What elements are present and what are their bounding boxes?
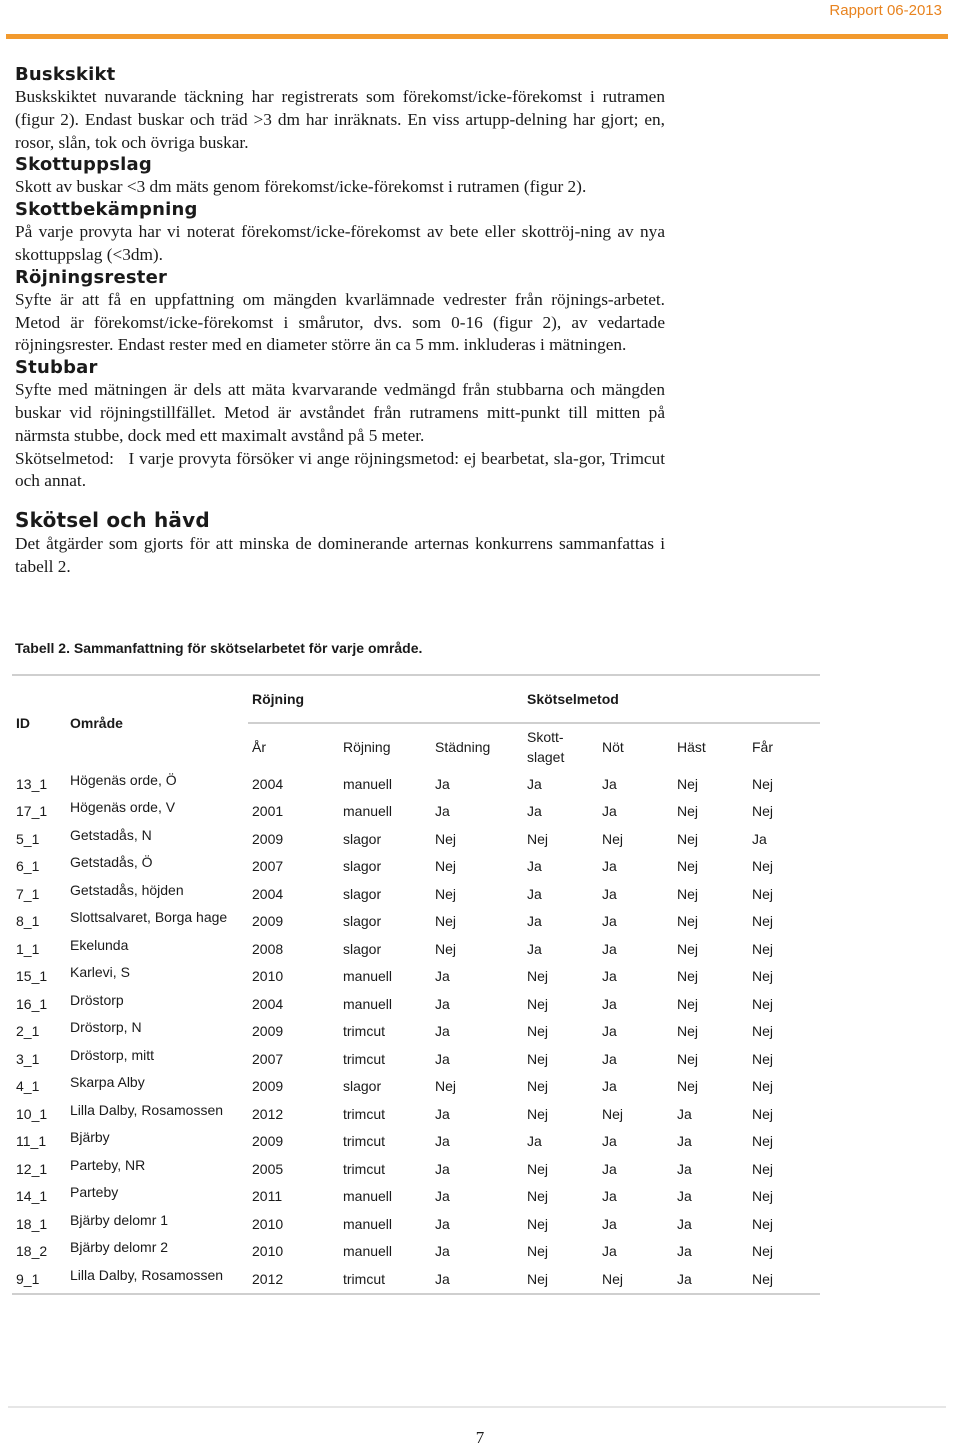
heading-skotsel: Skötsel och hävd — [15, 508, 210, 533]
table-row — [12, 798, 820, 826]
cell-omrade-text: Lilla Dalby, Rosamossen — [70, 1101, 224, 1118]
cell-omrade-text: Parteby, NR — [70, 1156, 146, 1173]
cell-omrade — [66, 770, 248, 798]
cell-stadning: Ja — [435, 968, 450, 985]
cell-omrade-text: Högenäs orde, Ö — [70, 771, 177, 788]
para-skottbekampning: På varje provyta har vi noterat förekomst/icke-förekomst av bete eller skottröj-ning av nya skottuppslag (<3dm). — [15, 222, 665, 264]
cell-id: 2_1 — [16, 1023, 40, 1040]
cell-ar: 2011 — [252, 1188, 283, 1205]
cell-not: Ja — [602, 995, 617, 1012]
cell-id: 6_1 — [16, 858, 40, 875]
cell-hast: Ja — [677, 1133, 692, 1150]
cell-far: Nej — [752, 1050, 774, 1067]
table-row — [12, 853, 820, 881]
cell-not: Ja — [602, 803, 617, 820]
cell-skott: Nej — [527, 1050, 549, 1067]
cell-hast: Nej — [677, 1023, 699, 1040]
cell-omrade-text: Högenäs orde, V — [70, 799, 176, 816]
table-row — [12, 1128, 820, 1156]
cell-ar: 2007 — [252, 858, 284, 875]
cell-skott: Ja — [527, 775, 542, 792]
table-row — [12, 1238, 820, 1266]
cell-not: Ja — [602, 1050, 617, 1067]
cell-omrade — [66, 1073, 248, 1101]
cell-omrade-text: Getstadås, höjden — [70, 881, 184, 898]
cell-rojning: slagor — [343, 940, 382, 957]
cell-omrade — [66, 880, 248, 908]
cell-not: Ja — [602, 968, 617, 985]
cell-rojning: slagor — [343, 858, 382, 875]
cell-id: 4_1 — [16, 1078, 40, 1095]
cell-skott: Nej — [527, 995, 549, 1012]
cell-skott: Ja — [527, 913, 542, 930]
cell-not: Ja — [602, 1215, 617, 1232]
cell-hast: Nej — [677, 775, 699, 792]
para-skotsel: Det åtgärder som gjorts för att minska de dominerande arternas konkurrens sammanfattas i tabell 2. — [15, 534, 665, 576]
table-row — [12, 1073, 820, 1101]
cell-hast: Ja — [677, 1188, 692, 1205]
col-far: Får — [752, 739, 773, 755]
cell-rojning: manuell — [343, 803, 393, 820]
group-rojning: Röjning — [248, 675, 523, 723]
cell-hast: Ja — [677, 1243, 692, 1260]
cell-ar: 2010 — [252, 1215, 284, 1232]
cell-stadning: Ja — [435, 803, 450, 820]
cell-id: 8_1 — [16, 913, 40, 930]
cell-rojning: trimcut — [343, 1050, 385, 1067]
cell-id: 11_1 — [16, 1133, 47, 1150]
cell-far: Nej — [752, 940, 774, 957]
cell-hast: Nej — [677, 830, 699, 847]
cell-far: Ja — [752, 830, 767, 847]
para-stubbar: Syfte med mätningen är dels att mäta kvarvarande vedmängd från stubbarna och mängden buskar vid röjningstillfället. Metod är avståndet från rutramens mitt-punkt till mitten på närmsta stubbe, dock med ett maximalt avstånd på 5 meter. — [15, 380, 665, 445]
cell-rojning: trimcut — [343, 1270, 385, 1287]
cell-not: Ja — [602, 1133, 617, 1150]
table-row — [12, 880, 820, 908]
cell-omrade — [66, 1045, 248, 1073]
cell-hast: Nej — [677, 885, 699, 902]
cell-omrade-text: Lilla Dalby, Rosamossen — [70, 1266, 224, 1283]
heading-rojningsrester: Röjningsrester — [15, 266, 168, 288]
cell-omrade-text: Dröstorp, mitt — [70, 1046, 155, 1063]
cell-rojning: manuell — [343, 1188, 393, 1205]
cell-omrade-text: Skarpa Alby — [70, 1074, 145, 1091]
cell-ar: 2004 — [252, 775, 284, 792]
cell-omrade-text: Getstadås, Ö — [70, 854, 153, 871]
table-row — [12, 825, 820, 853]
cell-skott: Nej — [527, 1160, 549, 1177]
heading-stubbar: Stubbar — [15, 357, 98, 379]
cell-far: Nej — [752, 968, 774, 985]
cell-far: Nej — [752, 803, 774, 820]
cell-omrade-text: Bjärby delomr 2 — [70, 1239, 169, 1256]
cell-omrade-text: Dröstorp — [70, 991, 124, 1008]
cell-stadning: Nej — [435, 940, 457, 957]
cell-skott: Nej — [527, 1270, 549, 1287]
cell-omrade — [66, 825, 248, 853]
cell-far: Nej — [752, 995, 774, 1012]
col-not: Nöt — [602, 739, 624, 755]
cell-omrade — [66, 1100, 248, 1128]
cell-not: Ja — [602, 940, 617, 957]
cell-omrade-text: Parteby — [70, 1184, 119, 1201]
cell-stadning: Ja — [435, 1050, 450, 1067]
cell-hast: Nej — [677, 968, 699, 985]
cell-not: Ja — [602, 775, 617, 792]
cell-omrade-text: Slottsalvaret, Borga hage — [70, 909, 228, 926]
cell-omrade-text: Getstadås, N — [70, 826, 152, 843]
cell-stadning: Ja — [435, 775, 450, 792]
cell-hast: Ja — [677, 1270, 692, 1287]
cell-not: Ja — [602, 1078, 617, 1095]
body-text — [15, 64, 670, 579]
cell-omrade — [66, 935, 248, 963]
cell-omrade — [66, 798, 248, 826]
cell-ar: 2009 — [252, 1023, 284, 1040]
cell-skott: Nej — [527, 1243, 549, 1260]
cell-rojning: slagor — [343, 830, 382, 847]
cell-not: Nej — [602, 1105, 624, 1122]
cell-id: 17_1 — [16, 803, 48, 820]
cell-far: Nej — [752, 1215, 774, 1232]
cell-skott: Nej — [527, 1188, 549, 1205]
cell-omrade-text: Dröstorp, N — [70, 1019, 142, 1036]
cell-ar: 2009 — [252, 913, 284, 930]
cell-id: 1_1 — [16, 940, 40, 957]
cell-id: 18_1 — [16, 1215, 48, 1232]
cell-id: 5_1 — [16, 830, 40, 847]
table-row — [12, 1018, 820, 1046]
cell-ar: 2004 — [252, 995, 284, 1012]
cell-stadning: Ja — [435, 1023, 450, 1040]
cell-id: 7_1 — [16, 885, 40, 902]
cell-rojning: manuell — [343, 1243, 393, 1260]
cell-skott: Nej — [527, 1215, 549, 1232]
cell-id: 16_1 — [16, 995, 48, 1012]
cell-ar: 2012 — [252, 1105, 284, 1122]
cell-omrade-text: Karlevi, S — [70, 964, 130, 981]
cell-not: Ja — [602, 1023, 617, 1040]
table-row — [12, 935, 820, 963]
cell-omrade — [66, 1238, 248, 1266]
cell-skott: Ja — [527, 803, 542, 820]
para-rojningsrester: Syfte är att få en uppfattning om mängden kvarlämnade vedrester från röjnings-arbetet. Metod är förekomst/icke-förekomst i smårutor, dvs. som 0-16 (figur 2), av vedartade röjningsrester. Endast rester med en diameter större än ca 5 mm. inkluderas i mätningen. — [15, 289, 665, 355]
cell-ar: 2010 — [252, 968, 284, 985]
cell-id: 3_1 — [16, 1050, 40, 1067]
cell-rojning: slagor — [343, 913, 382, 930]
cell-omrade — [66, 1265, 248, 1294]
cell-stadning: Nej — [435, 830, 457, 847]
para-skottuppslag: Skott av buskar <3 dm mäts genom förekomst/icke-förekomst i rutramen (figur 2). — [15, 177, 587, 197]
cell-not: Nej — [602, 830, 624, 847]
table-row — [12, 1155, 820, 1183]
cell-far: Nej — [752, 1270, 774, 1287]
cell-skott: Ja — [527, 858, 542, 875]
cell-id: 9_1 — [16, 1270, 40, 1287]
cell-not: Ja — [602, 1160, 617, 1177]
cell-far: Nej — [752, 1023, 774, 1040]
cell-far: Nej — [752, 1105, 774, 1122]
cell-ar: 2005 — [252, 1160, 284, 1177]
cell-hast: Nej — [677, 858, 699, 875]
table-row — [12, 908, 820, 936]
cell-not: Ja — [602, 858, 617, 875]
cell-stadning: Ja — [435, 1270, 450, 1287]
cell-skott: Ja — [527, 885, 542, 902]
cell-skott: Nej — [527, 830, 549, 847]
management-table — [12, 674, 820, 1295]
cell-stadning: Ja — [435, 1105, 450, 1122]
cell-rojning: manuell — [343, 995, 393, 1012]
table-body — [12, 770, 820, 1294]
table-row — [12, 1045, 820, 1073]
page-number: 7 — [475, 1428, 485, 1447]
cell-omrade-text: Ekelunda — [70, 936, 129, 953]
cell-ar: 2004 — [252, 885, 284, 902]
col-stadning: Städning — [435, 739, 491, 755]
cell-omrade — [66, 1018, 248, 1046]
report-header: Rapport 06-2013 — [829, 2, 942, 19]
cell-hast: Nej — [677, 940, 699, 957]
cell-hast: Nej — [677, 1050, 699, 1067]
cell-ar: 2010 — [252, 1243, 284, 1260]
table-row — [12, 1183, 820, 1211]
table-row — [12, 1265, 820, 1294]
cell-id: 13_1 — [16, 775, 48, 792]
heading-buskskikt: Buskskikt — [15, 64, 116, 85]
cell-skott: Nej — [527, 968, 549, 985]
cell-omrade — [66, 963, 248, 991]
table-row — [12, 963, 820, 991]
para-skotselmetod: Skötselmetod: I varje provyta försöker vi ange röjningsmetod: ej bearbetat, sla-gor, Trimcut och annat. — [15, 448, 670, 491]
col-skottslaget: Skott-slaget — [527, 729, 565, 765]
cell-ar: 2009 — [252, 830, 284, 847]
cell-far: Nej — [752, 1243, 774, 1260]
table-row — [12, 1100, 820, 1128]
cell-hast: Nej — [677, 803, 699, 820]
cell-far: Nej — [752, 1133, 774, 1150]
cell-ar: 2009 — [252, 1133, 284, 1150]
cell-hast: Nej — [677, 995, 699, 1012]
cell-far: Nej — [752, 775, 774, 792]
cell-id: 15_1 — [16, 968, 48, 985]
cell-far: Nej — [752, 1078, 774, 1095]
table-row — [12, 990, 820, 1018]
cell-hast: Ja — [677, 1160, 692, 1177]
cell-omrade — [66, 1155, 248, 1183]
cell-far: Nej — [752, 1160, 774, 1177]
cell-rojning: trimcut — [343, 1105, 385, 1122]
cell-stadning: Ja — [435, 1188, 450, 1205]
header-rule — [6, 34, 948, 39]
cell-skott: Ja — [527, 940, 542, 957]
para-buskskikt: Buskskiktet nuvarande täckning har registrerats som förekomst/icke-förekomst i rutramen (figur 2). Endast buskar och träd >3 dm har inräknats. En viss artupp-delning har gjort; en, rosor, slån, tok och övriga buskar. — [15, 87, 665, 152]
cell-omrade-text: Bjärby — [70, 1129, 110, 1146]
cell-stadning: Nej — [435, 1078, 457, 1095]
cell-stadning: Ja — [435, 1160, 450, 1177]
cell-skott: Nej — [527, 1078, 549, 1095]
cell-rojning: manuell — [343, 775, 393, 792]
cell-far: Nej — [752, 858, 774, 875]
cell-ar: 2008 — [252, 940, 284, 957]
col-ar: År — [252, 739, 266, 755]
cell-rojning: slagor — [343, 885, 382, 902]
cell-omrade — [66, 1128, 248, 1156]
group-skotselmetod: Skötselmetod — [523, 675, 820, 723]
cell-rojning: trimcut — [343, 1133, 385, 1150]
col-id: ID — [16, 715, 30, 731]
cell-id: 14_1 — [16, 1188, 48, 1205]
cell-far: Nej — [752, 913, 774, 930]
cell-stadning: Nej — [435, 885, 457, 902]
heading-skottbekampning: Skottbekämpning — [15, 199, 198, 221]
cell-rojning: slagor — [343, 1078, 382, 1095]
cell-hast: Ja — [677, 1215, 692, 1232]
cell-skott: Nej — [527, 1105, 549, 1122]
col-hast: Häst — [677, 739, 706, 755]
cell-id: 12_1 — [16, 1160, 48, 1177]
cell-omrade — [66, 853, 248, 881]
cell-hast: Ja — [677, 1105, 692, 1122]
cell-omrade — [66, 1183, 248, 1211]
cell-not: Ja — [602, 1188, 617, 1205]
cell-stadning: Nej — [435, 858, 457, 875]
cell-ar: 2012 — [252, 1270, 284, 1287]
cell-rojning: manuell — [343, 1215, 393, 1232]
cell-rojning: trimcut — [343, 1160, 385, 1177]
table-caption: Tabell 2. Sammanfattning för skötselarbetet för varje område. — [15, 640, 423, 656]
cell-omrade-text: Bjärby delomr 1 — [70, 1211, 169, 1228]
cell-rojning: manuell — [343, 968, 393, 985]
cell-skott: Ja — [527, 1133, 542, 1150]
cell-hast: Nej — [677, 913, 699, 930]
cell-stadning: Ja — [435, 995, 450, 1012]
col-rojning: Röjning — [343, 739, 391, 755]
cell-not: Nej — [602, 1270, 624, 1287]
table-row — [12, 1210, 820, 1238]
cell-hast: Nej — [677, 1078, 699, 1095]
table-row — [12, 770, 820, 798]
cell-omrade — [66, 990, 248, 1018]
cell-ar: 2001 — [252, 803, 284, 820]
cell-stadning: Ja — [435, 1133, 450, 1150]
cell-ar: 2007 — [252, 1050, 284, 1067]
cell-far: Nej — [752, 1188, 774, 1205]
cell-not: Ja — [602, 885, 617, 902]
cell-far: Nej — [752, 885, 774, 902]
cell-id: 10_1 — [16, 1105, 48, 1122]
cell-omrade — [66, 908, 248, 936]
footer-rule — [8, 1406, 946, 1408]
cell-stadning: Ja — [435, 1215, 450, 1232]
cell-not: Ja — [602, 913, 617, 930]
col-omrade: Område — [70, 715, 123, 731]
cell-rojning: trimcut — [343, 1023, 385, 1040]
heading-skottuppslag: Skottuppslag — [15, 154, 152, 176]
cell-id: 18_2 — [16, 1243, 48, 1260]
cell-omrade — [66, 1210, 248, 1238]
cell-not: Ja — [602, 1243, 617, 1260]
cell-skott: Nej — [527, 1023, 549, 1040]
cell-ar: 2009 — [252, 1078, 284, 1095]
cell-stadning: Nej — [435, 913, 457, 930]
cell-stadning: Ja — [435, 1243, 450, 1260]
